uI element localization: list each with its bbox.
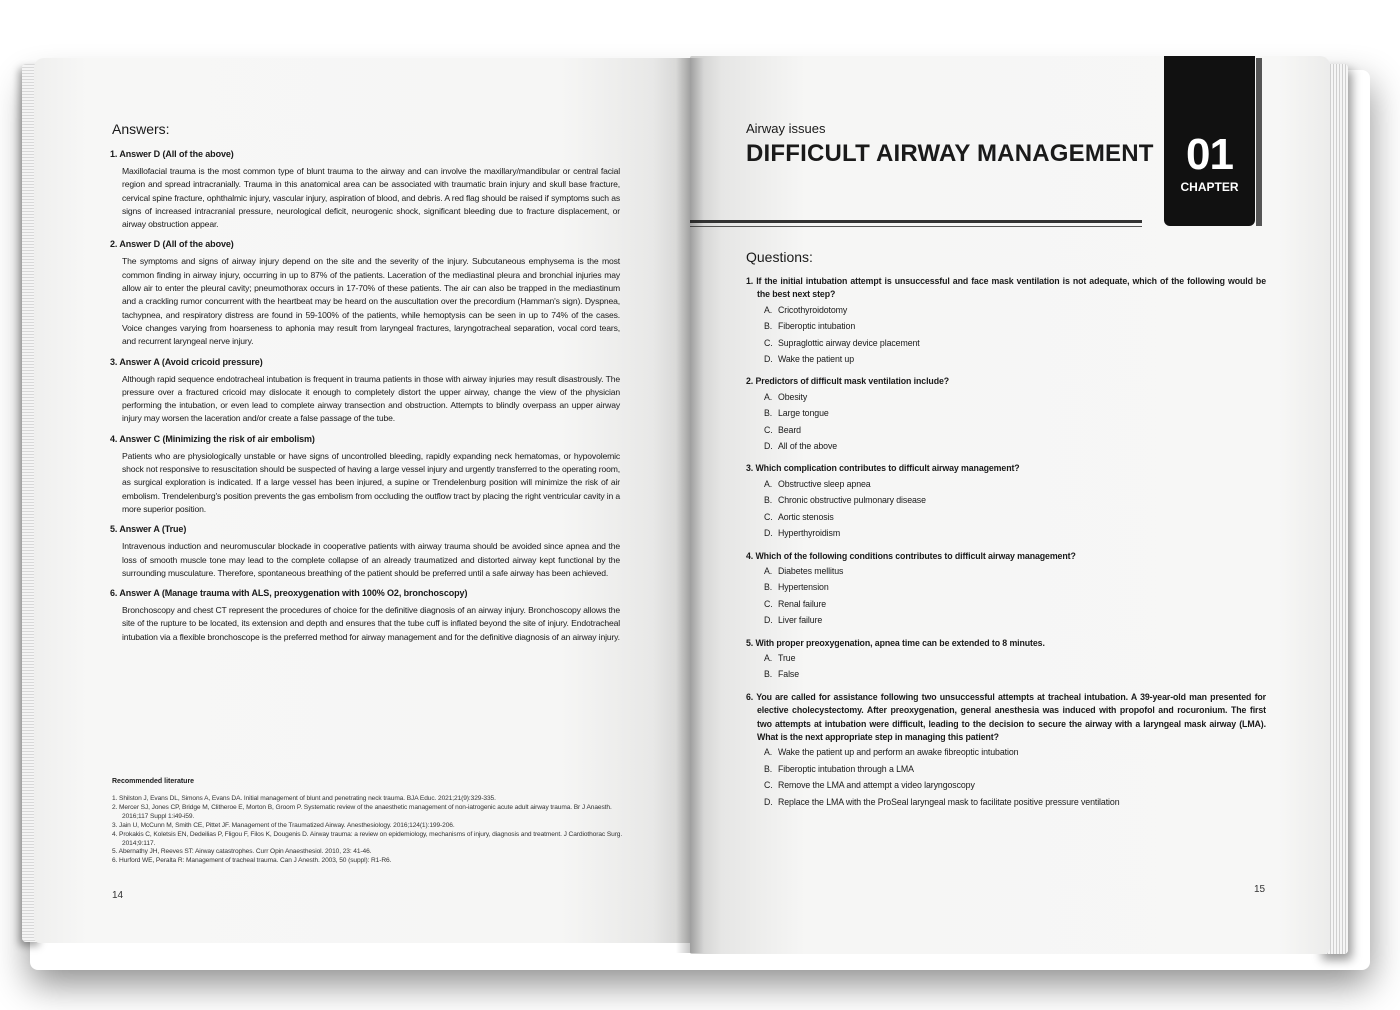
option-letter: A. [764, 478, 773, 489]
references-list [112, 795, 627, 866]
section-label: Airway issues [746, 121, 826, 136]
option-text: All of the above [778, 441, 838, 452]
answer-option [746, 509, 1266, 525]
option-text: Renal failure [778, 598, 827, 609]
questions-heading: Questions: [746, 249, 813, 265]
option-text: Diabetes mellitus [778, 565, 844, 576]
reference-item: 3. Jain U, McCunn M, Smith CE, Pittet JF. Management of the Traumatized Airway. Anesthesiology. 2016;124(1):199-206. [112, 821, 455, 829]
option-letter: D. [764, 615, 773, 626]
right-page [690, 56, 1330, 954]
option-text: Hyperthyroidism [778, 528, 841, 539]
option-letter: C. [764, 780, 773, 791]
option-letter: C. [764, 598, 773, 609]
chapter-title: DIFFICULT AIRWAY MANAGEMENT [746, 140, 1154, 167]
answer-option [746, 744, 1266, 760]
option-text: Cricothyroidotomy [778, 304, 848, 315]
question-stem: 6. You are called for assistance following two unsuccessful attempts at tracheal intubation. A 39-year-old man presented for elective cholecystectomy. After preoxygenation, general anesthesia was induced with propofol and rocuronium. The first two attempts at intubation were difficult, leading to the decision to secure the airway with a laryngeal mask airway (LMA). What is the next appropriate step in managing this patient? [746, 691, 1266, 742]
left-page [34, 58, 692, 943]
answer-option [746, 666, 1266, 682]
option-text: Liver failure [778, 615, 823, 626]
option-letter: B. [764, 408, 773, 419]
option-letter: D. [764, 441, 773, 452]
option-letter: A. [764, 391, 773, 402]
option-letter: B. [764, 763, 773, 774]
question-item [746, 550, 1266, 629]
answer-option [746, 563, 1266, 579]
option-text: Wake the patient up [778, 354, 855, 365]
answer-body: Patients who are physiologically unstable or have signs of uncontrolled bleeding, rapidly expanding neck hematomas, or hypovolemic shock not responsive to resuscitation should be suspected of having a large vessel injury and urgently transferred to the operating room, as surgical exploration is indicated. If a large vessel has been injured, a supine or Trendelenburg position will minimize the risk of air embolism. Trendelenburg's position prevents the gas embolism from occluding the outflow tract by placing the right ventricular cavity in a more superior position. [122, 450, 620, 514]
chapter-tab [1164, 56, 1255, 226]
answer-body: Bronchoscopy and chest CT represent the procedures of choice for the definitive diagnosis of an airway injury. Bronchoscopy allows the site of the rupture to be located, its extension and depth and ensures that the tube cuff is inflated beyond the site of injury. Endotracheal intubation via a flexible bronchoscope is the preferred method for airway management and for the definitive diagnosis of an airway injury. [122, 605, 620, 642]
recommended-literature-heading: Recommended literature [112, 778, 195, 785]
question-item [746, 637, 1266, 683]
answer-body: Although rapid sequence endotracheal intubation is frequent in trauma patients in those with airway injuries may result disastrously. The pressure over a fractured cricoid may dislocate it enough to completely distort the upper airway, change the view of the physician performing the intubation, or even lead to complete airway transection and obstruction. Attempts to blindly overpass an upper airway injury may worsen the laceration and/or create a false passage of the tube. [122, 373, 620, 424]
reference-item: 1. Shilston J, Evans DL, Simons A, Evans DA. Initial management of blunt and penetrating neck trauma. BJA Educ. 2021;21(9):329-335. [112, 795, 496, 802]
answer-option [746, 422, 1266, 438]
option-letter: C. [764, 511, 773, 522]
option-text: Aortic stenosis [778, 511, 834, 522]
option-letter: B. [764, 669, 773, 680]
option-letter: D. [764, 528, 773, 539]
option-letter: D. [764, 354, 773, 365]
answer-item [110, 434, 620, 516]
option-text: Beard [778, 424, 801, 435]
option-text: Remove the LMA and attempt a video laryngoscopy [778, 780, 975, 791]
option-letter: B. [764, 495, 773, 506]
question-stem: 1. If the initial intubation attempt is unsuccessful and face mask ventilation is not adequate, which of the following would be the best next step? [746, 276, 1266, 300]
reference-item: 2. Mercer SJ, Jones CP, Bridge M, Clitheroe E, Morton B, Groom P. Systematic review of the anaesthetic management of non-iatrogenic acute adult airway trauma. Br J Anaesth. 2016;117 Suppl 1:i49-i59. [112, 803, 612, 820]
option-text: Fiberoptic intubation through a LMA [778, 763, 914, 774]
reference-item: 4. Prokakis C, Koletsis EN, Dedeilias P, Fligou F, Filos K, Dougenis D. Airway trauma: a review on epidemiology, mechanisms of injury, diagnosis and treatment. J Cardiothorac Surg. 2014;9:117. [112, 830, 623, 847]
option-letter: C. [764, 337, 773, 348]
option-letter: B. [764, 582, 773, 593]
option-letter: B. [764, 321, 773, 332]
answer-title: 2. Answer D (All of the above) [110, 239, 234, 250]
book-gutter-shadow [676, 58, 704, 953]
question-item [746, 375, 1266, 454]
option-letter: C. [764, 424, 773, 435]
title-rule [690, 220, 1142, 223]
answer-option [746, 335, 1266, 351]
answer-option [746, 777, 1266, 793]
answer-option [746, 596, 1266, 612]
answer-option [746, 612, 1266, 628]
question-stem: 2. Predictors of difficult mask ventilation include? [746, 376, 950, 387]
option-text: Chronic obstructive pulmonary disease [778, 495, 926, 506]
chapter-label: CHAPTER [1180, 180, 1239, 194]
chapter-number: 01 [1186, 130, 1233, 179]
answer-item [110, 524, 620, 580]
answer-option [746, 302, 1266, 318]
answer-title: 5. Answer A (True) [110, 524, 187, 535]
answer-body: The symptoms and signs of airway injury depend on the site and the severity of the injury. Subcutaneous emphysema is the most common finding in airway injury, occurring in up to 87% of the patients. Laceration of the mediastinal pleura and bronchial injuries may allow air to enter the pleural cavity; pneumothorax occurs in 17-70% of these patients. The air can also be trapped in the mediastinum and a crackling rumor concurrent with the heartbeat may be heard on the auscultation over the precordium (Hamman's sign). Dyspnea, tachypnea, and respiratory distress are found in 59-100% of the patients, while hemoptysis can be seen in up to 74% of the cases. Voice changes varying from hoarseness to aphonia may result from laryngeal fractures, laryngotracheal separation, vocal cord tears, and recurrent laryngeal nerve injury. [122, 256, 620, 347]
answers-heading: Answers: [112, 121, 170, 137]
option-text: Hypertension [778, 582, 829, 593]
question-stem: 4. Which of the following conditions contributes to difficult airway management? [746, 550, 1076, 561]
page-number-left: 14 [112, 890, 124, 901]
question-stem: 5. With proper preoxygenation, apnea time can be extended to 8 minutes. [746, 637, 1045, 648]
option-text: Fiberoptic intubation [778, 321, 856, 332]
question-item [746, 462, 1266, 541]
question-item [746, 691, 1266, 810]
answer-item [110, 239, 620, 348]
answer-option [746, 794, 1266, 810]
option-text: True [778, 652, 796, 663]
answer-option [746, 492, 1266, 508]
answer-title: 4. Answer C (Minimizing the risk of air embolism) [110, 433, 315, 444]
answer-option [746, 351, 1266, 367]
page-number-right: 15 [1254, 884, 1266, 895]
option-text: Large tongue [778, 408, 829, 419]
answer-body: Maxillofacial trauma is the most common type of blunt trauma to the airway and can involve the maxillary/mandibular or central facial region and spread intracranially. Trauma in this anatomical area can be associated with traumatic brain injury and skull base fracture, cervical spine fracture, ophthalmic injury, vascular injury, aspiration of blood, and debris. A red flag should be raised if symptoms such as signs of increased intracranial pressure, neurological deficit, neurogenic shock, significant bleeding due to fracture displacement, or airway obstruction appear. [122, 166, 620, 230]
option-text: Replace the LMA with the ProSeal laryngeal mask to facilitate positive pressure ventilation [778, 796, 1120, 807]
answer-item [110, 357, 620, 426]
answer-item [110, 588, 620, 644]
answer-title: 6. Answer A (Manage trauma with ALS, preoxygenation with 100% O2, bronchoscopy) [110, 588, 468, 599]
answer-item [110, 149, 620, 231]
answers-list [110, 149, 620, 652]
title-rule-thin [690, 226, 1142, 227]
answer-option [746, 761, 1266, 777]
option-letter: A. [764, 747, 773, 758]
answer-option [746, 525, 1266, 541]
answer-option [746, 476, 1266, 492]
chapter-tab-stripe [1256, 58, 1262, 226]
question-stem: 3. Which complication contributes to difficult airway management? [746, 463, 1020, 474]
option-text: Supraglottic airway device placement [778, 337, 920, 348]
answer-title: 3. Answer A (Avoid cricoid pressure) [110, 356, 263, 367]
option-text: False [778, 669, 800, 680]
option-text: Wake the patient up and perform an awake fibreoptic intubation [778, 747, 1019, 758]
option-letter: A. [764, 304, 773, 315]
answer-option [746, 405, 1266, 421]
answer-option [746, 579, 1266, 595]
question-item [746, 275, 1266, 367]
answer-option [746, 389, 1266, 405]
answer-option [746, 318, 1266, 334]
reference-item: 5. Abernathy JH, Reeves ST: Airway catastrophes. Curr Opin Anaesthesiol. 2010, 23: 41-46. [112, 848, 372, 856]
option-text: Obstructive sleep apnea [778, 478, 871, 489]
option-letter: D. [764, 796, 773, 807]
reference-item: 6. Hurford WE, Peralta R: Management of tracheal trauma. Can J Anesth. 2003, 50 (suppl): R1-R6. [112, 857, 392, 865]
questions-list [746, 275, 1266, 818]
answer-title: 1. Answer D (All of the above) [110, 149, 234, 159]
answer-option [746, 650, 1266, 666]
option-text: Obesity [778, 391, 808, 402]
option-letter: A. [764, 652, 773, 663]
option-letter: A. [764, 565, 773, 576]
answer-body: Intravenous induction and neuromuscular blockade in cooperative patients with airway trauma should be avoided since apnea and the loss of smooth muscle tone may lead to the complete collapse of an already traumatized and distorted airway kept functional by the surrounding musculature. Therefore, spontaneous breathing of the patient should be preferred until a safe airway has been achieved. [122, 541, 620, 578]
answer-option [746, 438, 1266, 454]
